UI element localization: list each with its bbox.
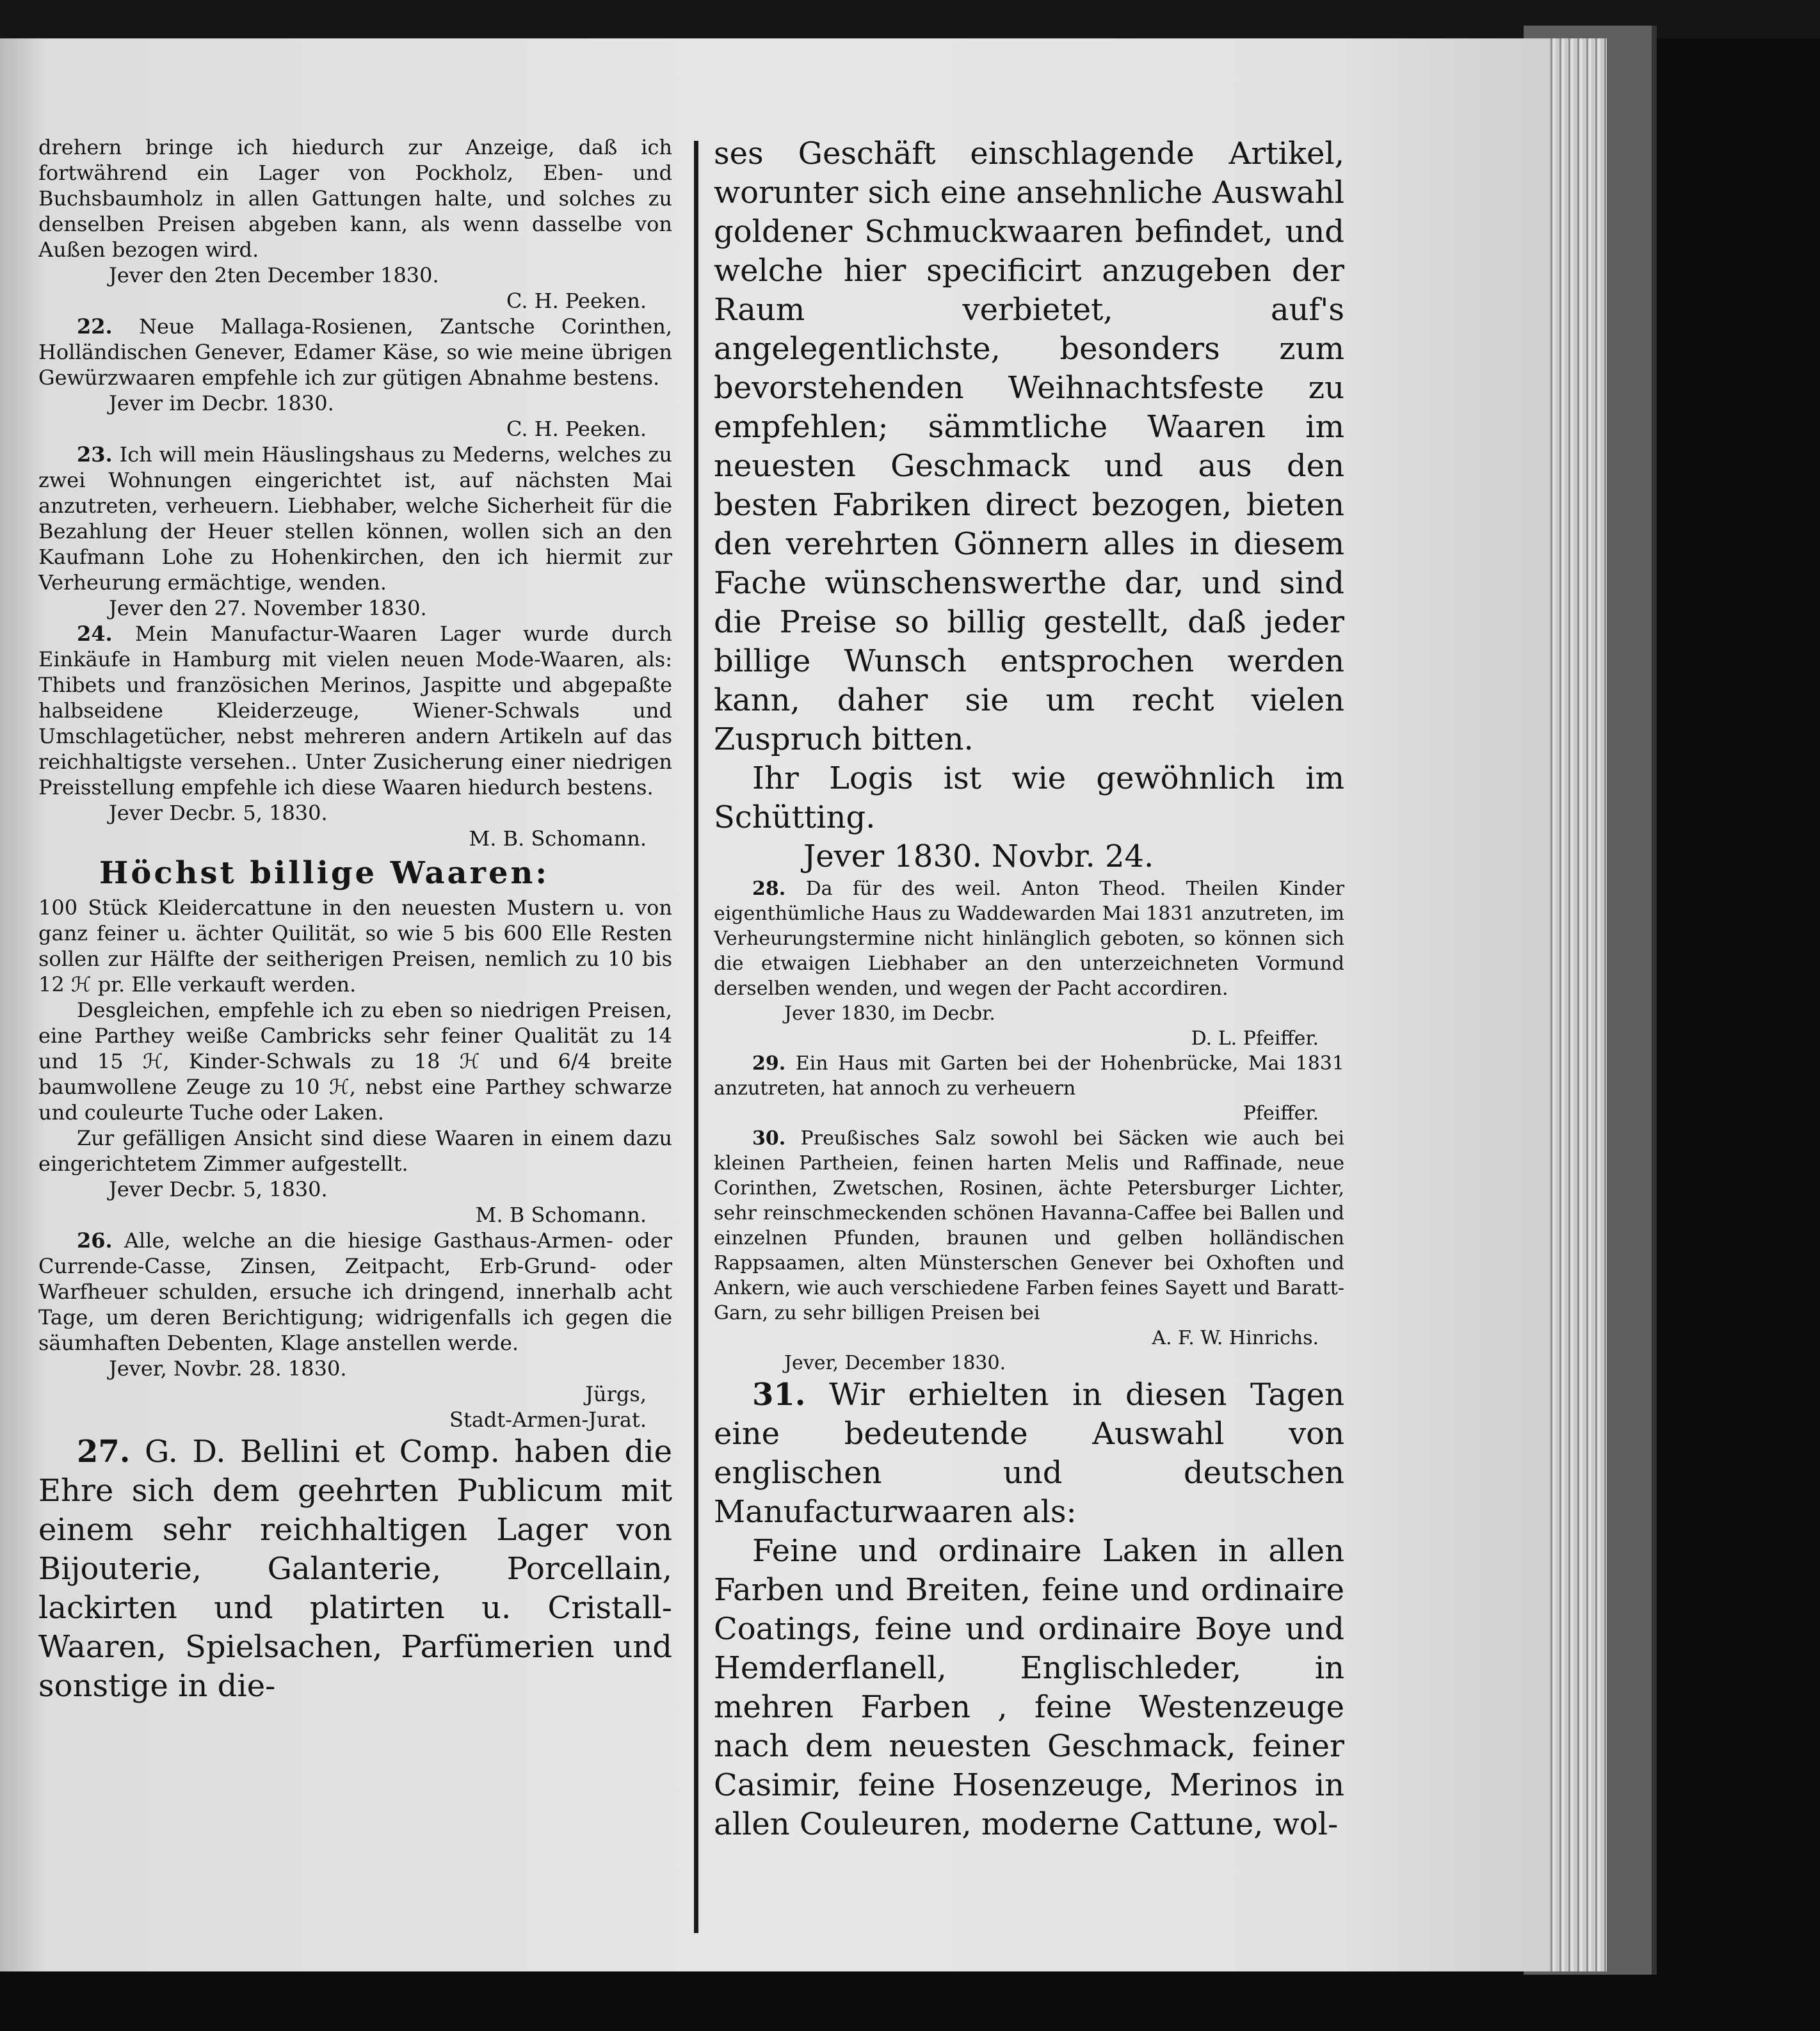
ad-26-text: Alle, welche an die hiesige Gasthaus-Armen- oder Currende-Casse, Zinsen, Zeitpacht, Erb-Grund- oder Warfheuer schulden, ersuche ich dringend, innerhalb acht Tage, um deren Berichtigung; widrigenfalls ich gegen die säumhaften Debenten, Klage anstellen werde. <box>38 1228 672 1355</box>
ad-23 <box>38 442 672 595</box>
ad-30-date: Jever, December 1830. <box>784 1352 1006 1374</box>
ad-30-signature: A. F. W. Hinrichs. <box>1152 1327 1319 1349</box>
ad-29-number: 29. <box>752 1052 786 1075</box>
ad-31 <box>714 1376 1344 1532</box>
ad-31-text: Wir erhielten in diesen Tagen eine bedeutende Auswahl von englischen und deutschen Manufacturwaaren als: <box>714 1377 1344 1530</box>
ad-25-date: Jever Decbr. 5, 1830. <box>109 1177 328 1201</box>
newspaper-page <box>0 38 1549 1971</box>
ad-30 <box>714 1126 1344 1326</box>
ad-27 <box>38 1433 672 1706</box>
ad-27-date: Jever 1830. Novbr. 24. <box>803 839 1154 874</box>
ad-26 <box>38 1228 672 1356</box>
ad-24-number: 24. <box>77 622 113 646</box>
right-column <box>714 134 1344 1844</box>
ad-29 <box>714 1051 1344 1101</box>
ad-25-heading: Höchst billige Waaren: <box>99 855 550 891</box>
ad-27-logis: Ihr Logis ist wie gewöhnlich im Schütting. <box>714 760 1344 835</box>
ad-23-text: Ich will mein Häuslingshaus zu Mederns, welches zu zwei Wohnungen eingerichtet ist, auf nächsten Mai anzutreten, verheuern. Liebhaber, welche Sicherheit für die Bezahlung der Heuer stellen können, wollen sich an den Kaufmann Lohe zu Hohenkirchen, den ich hiermit zur Verheurung ermächtige, wenden. <box>38 442 673 595</box>
ad-22-date: Jever im Decbr. 1830. <box>109 391 334 415</box>
ad-31-number: 31. <box>752 1377 806 1413</box>
ad-28 <box>714 876 1344 1001</box>
ad-25-paragraph-2: Desgleichen, empfehle ich zu eben so niedrigen Preisen, eine Parthey weiße Cambricks sehr feiner Qualität zu 14 und 15 ℋ, Kinder-Schwals zu 18 ℋ und 6/4 breite baumwollene Zeuge zu 10 ℋ, nebst eine Parthey schwarze und couleurte Tuche oder Laken. <box>38 998 672 1125</box>
ad-23-number: 23. <box>77 442 113 467</box>
ad-28-signature: D. L. Pfeiffer. <box>1191 1027 1319 1050</box>
ad-21-text: drehern bringe ich hiedurch zur Anzeige, daß ich fortwährend ein Lager von Pockholz, Eben- und Buchsbaumholz in allen Gattungen halte, und solches zu denselben Preisen abgeben kann, als wenn dasselbe von Außen bezogen wird. <box>38 135 672 262</box>
ad-21-signature: C. H. Peeken. <box>506 289 647 313</box>
ad-22-signature: C. H. Peeken. <box>506 417 647 441</box>
ad-22-text: Neue Mallaga-Rosienen, Zantsche Corinthen, Holländischen Genever, Edamer Käse, so wie meine übrigen Gewürzwaaren empfehle ich zur gütigen Abnahme bestens. <box>38 314 673 390</box>
ad-26-number: 26. <box>77 1228 113 1253</box>
ad-27-number: 27. <box>77 1434 131 1470</box>
column-divider <box>694 141 698 1933</box>
ad-26-signature-name: Jürgs, <box>585 1382 647 1406</box>
ad-25-signature: M. B Schomann. <box>475 1203 647 1227</box>
ad-31-list: Feine und ordinaire Laken in allen Farben und Breiten, feine und ordinaire Coatings, feine und ordinaire Boye und Hemderflanell, Englischleder, in mehren Farben , feine Westenzeuge nach dem neuesten Geschmack, feiner Casimir, feine Hosenzeuge, Merinos in allen Couleuren, moderne Cattune, wol- <box>714 1533 1344 1842</box>
ad-27-text: G. D. Bellini et Comp. haben die Ehre sich dem geehrten Publicum mit einem sehr reichhaltigen Lager von Bijouterie, Galanterie, Porcellain, lackirten und platirten u. Cristall-Waaren, Spielsachen, Parfümerien und sonstige in die- <box>38 1434 672 1704</box>
ad-29-text: Ein Haus mit Garten bei der Hohenbrücke, Mai 1831 anzutreten, hat annoch zu verheuern <box>714 1052 1344 1100</box>
ad-24-date: Jever Decbr. 5, 1830. <box>109 801 328 825</box>
ad-25-paragraph-1: 100 Stück Kleidercattune in den neuesten Mustern u. von ganz feiner u. ächter Quilität, so wie 5 bis 600 Elle Resten sollen zur Hälfte der seitherigen Preisen, nemlich zu 10 bis 12 ℋ pr. Elle verkauft werden. <box>38 895 672 997</box>
ad-28-number: 28. <box>752 878 786 900</box>
ad-30-number: 30. <box>752 1127 786 1150</box>
ad-23-date: Jever den 27. November 1830. <box>109 596 427 620</box>
ad-28-text: Da für des weil. Anton Theod. Theilen Kinder eigenthümliche Haus zu Waddewarden Mai 1831 anzutreten, im Verheurungstermine nicht hinlänglich geboten, so können sich die etwaigen Liebhaber an den unterzeichneten Vormund derselben wenden, und wegen der Pacht accordiren. <box>714 878 1344 1000</box>
ad-26-signature-title: Stadt-Armen-Jurat. <box>449 1408 647 1432</box>
left-column <box>38 134 672 1706</box>
ad-24-signature: M. B. Schomann. <box>469 826 647 851</box>
ad-29-signature: Pfeiffer. <box>1243 1102 1319 1125</box>
ad-22-number: 22. <box>77 314 113 339</box>
ad-25-paragraph-3: Zur gefälligen Ansicht sind diese Waaren in einem dazu eingerichtetem Zimmer aufgestellt. <box>38 1126 672 1176</box>
ad-21-date: Jever den 2ten December 1830. <box>109 263 439 287</box>
ad-24-text: Mein Manufactur-Waaren Lager wurde durch Einkäufe in Hamburg mit vielen neuen Mode-Waaren, als: Thibets und französichen Merinos, Jaspitte und abgepaßte halbseidene Kleiderzeuge, Wiener-Schwals und Umschlagetücher, nebst mehreren andern Artikeln auf das reichhaltigste versehen.. Unter Zusicherung einer niedrigen Preisstellung empfehle ich diese Waaren hiedurch bestens. <box>38 622 672 799</box>
ad-28-date: Jever 1830, im Decbr. <box>784 1002 995 1025</box>
ad-24 <box>38 621 672 800</box>
ad-27-continued: ses Geschäft einschlagende Artikel, worunter sich eine ansehnliche Auswahl goldener Schmuckwaaren befindet, und welche hier specificirt anzugeben der Raum verbietet, auf's angelegentlichste, besonders zum bevorstehenden Weihnachtsfeste zu empfehlen; sämmtliche Waaren im neuesten Geschmack und aus den besten Fabriken direct bezogen, bieten den verehrten Gönnern alles in diesem Fache wünschenswerthe dar, und sind die Preise so billig gestellt, daß jeder billige Wunsch entsprochen werden kann, daher sie um recht vielen Zuspruch bitten. <box>714 136 1344 757</box>
ad-22 <box>38 314 672 390</box>
ad-26-date: Jever, Novbr. 28. 1830. <box>109 1356 347 1381</box>
ad-30-text: Preußisches Salz sowohl bei Säcken wie auch bei kleinen Partheien, feinen harten Melis und Raffinade, neue Corinthen, Zwetschen, Rosinen, ächte Petersburger Lichter, sehr reinschmeckenden schönen Havanna-Caffee bei Ballen und einzelnen Pfunden, braunen und gelben holländischen Rappsaamen, alten Münsterschen Genever bei Oxhoften und Ankern, wie auch verschiedene Farben feines Sayett und Baratt-Garn, zu sehr billigen Preisen bei <box>714 1127 1344 1324</box>
